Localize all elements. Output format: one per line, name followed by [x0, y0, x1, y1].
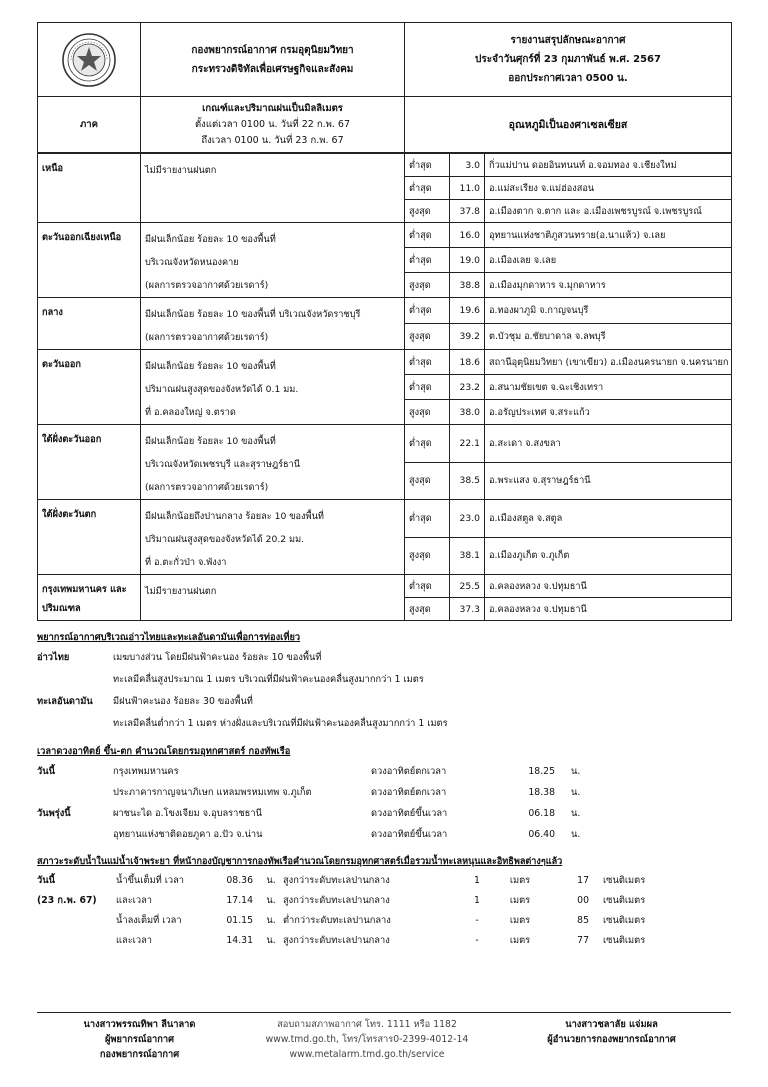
region-name: กรุงเทพมหานคร และปริมณฑล	[38, 575, 141, 621]
tide-cm-unit: เซนติเมตร	[603, 895, 646, 906]
tide-meter-unit: เมตร	[509, 895, 531, 906]
temp-value: 16.0	[450, 223, 485, 248]
table-row	[38, 575, 732, 598]
sun-time: 06.40	[528, 829, 555, 840]
sun-time-unit: น.	[571, 829, 581, 840]
temp-type: ต่ำสุด	[405, 298, 450, 324]
report-title-cell	[405, 23, 732, 97]
report-date: ประจำวันศุกร์ที่ 23 กุมภาพันธ์ พ.ศ. 2567	[475, 54, 661, 65]
temp-type: ต่ำสุด	[405, 154, 450, 177]
sun-row	[37, 824, 731, 845]
ministry-seal-logo	[38, 32, 140, 88]
tide-day-label: (23 ก.พ. 67)	[37, 895, 97, 906]
temp-value: 3.0	[450, 154, 485, 177]
forecaster-signature	[37, 1017, 242, 1062]
sun-day-label: วันนี้	[37, 766, 55, 777]
marine-forecast-text: ทะเลมีคลื่นต่ำกว่า 1 เมตร ห่างฝั่งและบริเวณที่มีฝนฟ้าคะนองคลื่นสูงมากกว่า 1 เมตร	[113, 718, 448, 729]
region-rain-summary	[141, 350, 405, 425]
sun-times-title: เวลาดวงอาทิตย์ ขึ้น-ตก คำนวณโดยกรมอุทกศาสตร์ กองทัพเรือ	[37, 746, 291, 757]
temp-type: สูงสุด	[405, 200, 450, 223]
marine-forecast-text: ทะเลมีคลื่นสูงประมาณ 1 เมตร บริเวณที่มีฝนฟ้าคะนองคลื่นสูงมากกว่า 1 เมตร	[113, 674, 424, 685]
temp-type: ต่ำสุด	[405, 375, 450, 400]
region-name: ใต้ฝั่งตะวันออก	[38, 425, 141, 500]
rain-period-to: ถึงเวลา 0100 น. วันที่ 23 ก.พ. 67	[201, 134, 344, 146]
sun-day-label	[37, 824, 113, 845]
tide-time-unit: น.	[266, 875, 276, 886]
temp-value: 37.8	[450, 200, 485, 223]
temp-station: สถานีอุตุนิยมวิทยา (เขาเขียว) อ.เมืองนครนายก จ.นครนายก	[485, 350, 732, 375]
rain-line: ที่ อ.ตะกั่วป่า จ.พังงา	[145, 557, 227, 568]
contact-phone: สอบถามสภาพอากาศ โทร. 1111 หรือ 1182	[277, 1019, 457, 1030]
rain-title: เกณฑ์และปริมาณฝนเป็นมิลลิเมตร	[202, 102, 343, 114]
tide-meter-unit: เมตร	[509, 915, 531, 926]
sun-row	[37, 782, 731, 803]
region-name: ตะวันออก	[38, 350, 141, 425]
tide-meter-unit: เมตร	[509, 935, 531, 946]
sun-time-unit: น.	[571, 787, 581, 798]
tide-relation: สูงกว่าระดับทะเลปานกลาง	[283, 875, 390, 886]
report-footer	[37, 1012, 731, 1062]
temp-value: 38.8	[450, 273, 485, 298]
rain-line: (ผลการตรวจอากาศด้วยเรดาร์)	[145, 482, 269, 493]
tide-row	[37, 911, 731, 931]
report-header	[37, 22, 732, 153]
temp-type: ต่ำสุด	[405, 223, 450, 248]
temp-type: สูงสุด	[405, 273, 450, 298]
temp-station: อ.สนามชัยเขต จ.ฉะเชิงเทรา	[485, 375, 732, 400]
region-rain-summary	[141, 500, 405, 575]
sun-row	[37, 803, 731, 824]
marine-area-label	[37, 669, 113, 691]
temp-station: อ.คลองหลวง จ.ปทุมธานี	[485, 598, 732, 621]
temp-value: 37.3	[450, 598, 485, 621]
col-header-rain	[141, 97, 405, 153]
temp-type: สูงสุด	[405, 537, 450, 575]
temp-type: ต่ำสุด	[405, 248, 450, 273]
temp-value: 38.1	[450, 537, 485, 575]
table-row	[38, 425, 732, 463]
rain-line: ไม่มีรายงานฝนตก	[145, 165, 217, 176]
contact-service-url: www.metalarm.tmd.go.th/service	[289, 1049, 445, 1060]
temp-station: อ.เมืองเลย จ.เลย	[485, 248, 732, 273]
rain-line: ไม่มีรายงานฝนตก	[145, 586, 217, 597]
marine-area-label: อ่าวไทย	[37, 652, 70, 663]
sun-times-section	[37, 743, 731, 845]
temp-station: อ.เมืองภูเก็ต จ.ภูเก็ต	[485, 537, 732, 575]
temp-station: อ.เมืองสตูล จ.สตูล	[485, 500, 732, 538]
sun-time-unit: น.	[571, 808, 581, 819]
temp-type: ต่ำสุด	[405, 500, 450, 538]
tide-meters: -	[475, 915, 479, 926]
rain-line: บริเวณจังหวัดหนองคาย	[145, 257, 239, 268]
rain-line: มีฝนเล็กน้อยถึงปานกลาง ร้อยละ 10 ของพื้นที่	[145, 511, 324, 522]
tide-day-label	[37, 911, 116, 931]
temp-type: สูงสุด	[405, 462, 450, 500]
region-name: กลาง	[38, 298, 141, 350]
tide-time-unit: น.	[266, 915, 276, 926]
tide-desc: น้ำขึ้นเต็มที่ เวลา	[116, 875, 185, 886]
temp-type: สูงสุด	[405, 324, 450, 350]
temp-type: สูงสุด	[405, 598, 450, 621]
region-rain-summary	[141, 223, 405, 298]
marine-forecast-text: เมฆบางส่วน โดยมีฝนฟ้าคะนอง ร้อยละ 10 ของพื้นที่	[113, 652, 322, 663]
forecaster-name: นางสาวพรรณทิพา ลีนาลาด	[83, 1019, 196, 1030]
temp-type: สูงสุด	[405, 400, 450, 425]
contact-info	[242, 1017, 492, 1062]
tide-time: 08.36	[226, 875, 253, 886]
sun-day-label: วันพรุ่งนี้	[37, 808, 71, 819]
tide-time: 14.31	[226, 935, 253, 946]
temp-value: 39.2	[450, 324, 485, 350]
temp-value: 38.0	[450, 400, 485, 425]
temp-type: ต่ำสุด	[405, 425, 450, 463]
temp-station: อ.เมืองตาก จ.ตาก และ อ.เมืองเพชรบูรณ์ จ.เพชรบูรณ์	[485, 200, 732, 223]
sun-time: 18.38	[528, 787, 555, 798]
tide-centimeters: 85	[577, 915, 589, 926]
tide-centimeters: 77	[577, 935, 589, 946]
org-line-1: กองพยากรณ์อากาศ กรมอุตุนิยมวิทยา	[191, 44, 354, 56]
sun-event: ดวงอาทิตย์ขึ้นเวลา	[371, 829, 448, 840]
tide-section	[37, 853, 731, 951]
col-header-temp: อุณหภูมิเป็นองศาเซลเซียส	[405, 97, 732, 153]
region-rain-summary	[141, 575, 405, 621]
tide-meters: 1	[474, 875, 480, 886]
marine-row	[37, 669, 731, 691]
director-name: นางสาวชลาลัย แจ่มผล	[565, 1019, 658, 1030]
temp-value: 23.2	[450, 375, 485, 400]
temp-value: 18.6	[450, 350, 485, 375]
tide-centimeters: 17	[577, 875, 589, 886]
rain-period-from: ตั้งแต่เวลา 0100 น. วันที่ 22 ก.พ. 67	[195, 118, 350, 130]
temp-station: อ.ทองผาภูมิ จ.กาญจนบุรี	[485, 298, 732, 324]
temp-station: ต.บัวชุม อ.ชัยบาดาล จ.ลพบุรี	[485, 324, 732, 350]
table-row	[38, 500, 732, 538]
temp-type: ต่ำสุด	[405, 177, 450, 200]
tide-day-label: วันนี้	[37, 875, 55, 886]
sun-day-label	[37, 782, 113, 803]
org-line-2: กระทรวงดิจิทัลเพื่อเศรษฐกิจและสังคม	[191, 63, 354, 75]
temp-station: อ.สะเดา จ.สงขลา	[485, 425, 732, 463]
sun-place: กรุงเทพมหานคร	[113, 766, 179, 777]
tide-meters: 1	[474, 895, 480, 906]
table-row	[38, 350, 732, 375]
director-signature	[492, 1017, 731, 1062]
marine-forecast-section	[37, 629, 731, 735]
sun-event: ดวงอาทิตย์ตกเวลา	[371, 766, 447, 777]
region-weather-table	[37, 153, 732, 621]
marine-area-label	[37, 713, 113, 735]
tide-row	[37, 891, 731, 911]
col-header-region: ภาค	[38, 97, 141, 153]
seal-icon	[61, 32, 117, 88]
sun-row	[37, 761, 731, 782]
region-name: เหนือ	[38, 154, 141, 223]
temp-value: 22.1	[450, 425, 485, 463]
logo-cell	[38, 23, 141, 97]
temp-station: อุทยานแห่งชาติภูสวนทราย(อ.นาแห้ว) จ.เลย	[485, 223, 732, 248]
rain-line: ปริมาณฝนสูงสุดของจังหวัดได้ 20.2 มม.	[145, 534, 305, 545]
temp-value: 25.5	[450, 575, 485, 598]
tide-time-unit: น.	[266, 935, 276, 946]
rain-line: มีฝนเล็กน้อย ร้อยละ 10 ของพื้นที่	[145, 436, 276, 447]
director-role: ผู้อำนวยการกองพยากรณ์อากาศ	[547, 1034, 676, 1045]
tide-cm-unit: เซนติเมตร	[603, 935, 646, 946]
tide-cm-unit: เซนติเมตร	[603, 915, 646, 926]
temp-station: อ.เมืองมุกดาหาร จ.มุกดาหาร	[485, 273, 732, 298]
temp-station: อ.อรัญประเทศ จ.สระแก้ว	[485, 400, 732, 425]
tide-relation: สูงกว่าระดับทะเลปานกลาง	[283, 935, 390, 946]
forecaster-division: กองพยากรณ์อากาศ	[99, 1049, 180, 1060]
sun-place: ผาชนะได อ.โขงเจียม จ.อุบลราชธานี	[113, 808, 262, 819]
tide-row	[37, 871, 731, 891]
marine-row	[37, 647, 731, 669]
tide-relation: ต่ำกว่าระดับทะเลปานกลาง	[283, 915, 391, 926]
sun-event: ดวงอาทิตย์ตกเวลา	[371, 787, 447, 798]
temp-value: 19.0	[450, 248, 485, 273]
sun-place: อุทยานแห่งชาติดอยภูคา อ.ปัว จ.น่าน	[113, 829, 263, 840]
tide-relation: สูงกว่าระดับทะเลปานกลาง	[283, 895, 390, 906]
temp-station: อ.แม่สะเรียง จ.แม่ฮ่องสอน	[485, 177, 732, 200]
temp-type: ต่ำสุด	[405, 350, 450, 375]
issue-time: ออกประกาศเวลา 0500 น.	[508, 73, 628, 84]
temp-value: 19.6	[450, 298, 485, 324]
rain-line: ปริมาณฝนสูงสุดของจังหวัดได้ 0.1 มม.	[145, 384, 299, 395]
contact-website: www.tmd.go.th, โทร/โทรสาร0-2399-4012-14	[265, 1034, 469, 1045]
marine-row	[37, 691, 731, 713]
rain-line: มีฝนเล็กน้อย ร้อยละ 10 ของพื้นที่	[145, 234, 276, 245]
tide-cm-unit: เซนติเมตร	[603, 875, 646, 886]
tide-time: 01.15	[226, 915, 253, 926]
forecaster-role: ผู้พยากรณ์อากาศ	[104, 1034, 175, 1045]
tide-time: 17.14	[226, 895, 253, 906]
marine-forecast-title: พยากรณ์อากาศบริเวณอ่าวไทยและทะเลอันดามันเพื่อการท่องเที่ยว	[37, 632, 301, 643]
rain-line: (ผลการตรวจอากาศด้วยเรดาร์)	[145, 332, 269, 343]
sun-place: ประภาคารกาญจนาภิเษก แหลมพรหมเทพ จ.ภูเก็ต	[113, 787, 312, 798]
weather-report-sheet	[37, 22, 731, 951]
tide-desc: และเวลา	[116, 935, 152, 946]
tide-title: สภาวะระดับน้ำในแม่น้ำเจ้าพระยา ที่หน้ากองบัญชาการกองทัพเรือคำนวณโดยกรมอุทกศาสตร์เมื่อรวมน้ำทะเลหนุนและอิทธิพลต่างๆแล้ว	[37, 857, 563, 867]
tide-desc: น้ำลงเต็มที่ เวลา	[116, 915, 182, 926]
sun-time: 06.18	[528, 808, 555, 819]
marine-row	[37, 713, 731, 735]
tide-desc: และเวลา	[116, 895, 152, 906]
table-row	[38, 223, 732, 248]
temp-station: อ.คลองหลวง จ.ปทุมธานี	[485, 575, 732, 598]
rain-line: ที่ อ.คลองใหญ่ จ.ตราด	[145, 407, 236, 418]
report-title: รายงานสรุปลักษณะอากาศ	[510, 35, 626, 46]
sun-time: 18.25	[528, 766, 555, 777]
region-rain-summary	[141, 425, 405, 500]
region-name: ใต้ฝั่งตะวันตก	[38, 500, 141, 575]
tide-centimeters: 00	[577, 895, 589, 906]
sun-event: ดวงอาทิตย์ขึ้นเวลา	[371, 808, 448, 819]
temp-station: กิ่วแม่ปาน ดอยอินทนนท์ อ.จอมทอง จ.เชียงใหม่	[485, 154, 732, 177]
temp-station: อ.พระแสง จ.สุราษฎร์ธานี	[485, 462, 732, 500]
org-cell	[141, 23, 405, 97]
rain-line: (ผลการตรวจอากาศด้วยเรดาร์)	[145, 280, 269, 291]
tide-day-label	[37, 931, 116, 951]
sun-time-unit: น.	[571, 766, 581, 777]
tide-meter-unit: เมตร	[509, 875, 531, 886]
table-row	[38, 298, 732, 324]
rain-line: มีฝนเล็กน้อย ร้อยละ 10 ของพื้นที่	[145, 361, 276, 372]
marine-forecast-text: มีฝนฟ้าคะนอง ร้อยละ 30 ของพื้นที่	[113, 696, 253, 707]
marine-area-label: ทะเลอันดามัน	[37, 696, 93, 707]
temp-value: 23.0	[450, 500, 485, 538]
table-row	[38, 154, 732, 177]
region-rain-summary	[141, 298, 405, 350]
tide-time-unit: น.	[266, 895, 276, 906]
region-rain-summary	[141, 154, 405, 223]
region-name: ตะวันออกเฉียงเหนือ	[38, 223, 141, 298]
rain-line: บริเวณจังหวัดเพชรบุรี และสุราษฎร์ธานี	[145, 459, 301, 470]
tide-meters: -	[475, 935, 479, 946]
temp-value: 38.5	[450, 462, 485, 500]
temp-type: ต่ำสุด	[405, 575, 450, 598]
tide-row	[37, 931, 731, 951]
temp-value: 11.0	[450, 177, 485, 200]
rain-line: มีฝนเล็กน้อย ร้อยละ 10 ของพื้นที่ บริเวณจังหวัดราชบุรี	[145, 309, 361, 320]
